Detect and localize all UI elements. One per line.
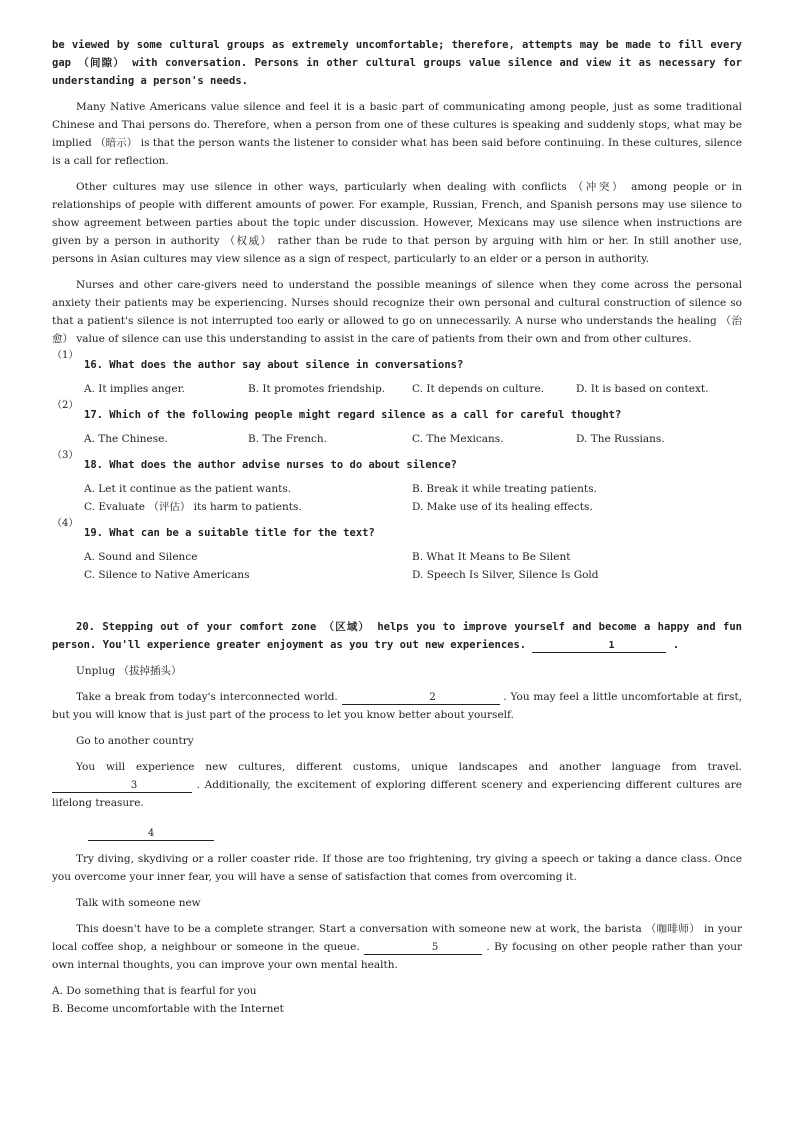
paragraph-native-americans: Many Native Americans value silence and feel it is a basic part of communicating among people, just as some traditional Chinese and Thai persons do. Therefore, when a person from one of these cultures is speaking and suddenly stops, what may be implied （暗示） is that the person wants the listener to consider what has been said before continuing. In these cultures, silence is a call for reflection.: [52, 101, 742, 167]
option-b[interactable]: B. What It Means to Be Silent: [412, 551, 571, 563]
paragraph-other-cultures: Other cultures may use silence in other ways, particularly when dealing with conflicts （冲突） among people or in relationships of people with different amounts of power. For example, Russian, French, and Spanish persons may use silence to show agreement between parties about the topic under discussion. However, Mexicans may use silence when instructions are given by a person in authority （权威） rather than be rude to that person by arguing with him or her. In still another use, persons in Asian cultures may view silence as a sign of respect, particularly to an elder or a person in authority.: [52, 181, 742, 265]
blank-3[interactable]: 3: [52, 780, 192, 793]
option-b[interactable]: B. It promotes friendship.: [248, 383, 386, 395]
option-c[interactable]: C. It depends on culture.: [412, 383, 545, 395]
blank-5[interactable]: 5: [364, 942, 482, 955]
question-number: （3）: [52, 450, 79, 461]
paragraph-nurses: Nurses and other care-givers need to understand the possible meanings of silence when they come across the personal anxiety their patients may be experiencing. Nurses should recognize their own personal and cultural construction of silence so that a patient's silence is not interrupted too early or allowed to go on unnecessarily. A nurse who understands the healing （治愈） value of silence can use this understanding to assist in the care of patients from their own and from other cultures.: [52, 279, 742, 345]
answer-options: [52, 430, 742, 448]
heading-blank-4: [52, 824, 742, 842]
option-a[interactable]: A. The Chinese.: [84, 433, 168, 445]
question-19: [52, 518, 742, 584]
question-stem: 16. What does the author say about silence in conversations?: [84, 359, 464, 371]
blank-4[interactable]: 4: [88, 828, 214, 841]
paragraph-country: [52, 758, 742, 812]
blank-1[interactable]: 1: [532, 640, 666, 653]
answer-options: [52, 380, 742, 398]
paragraph-unplug: [52, 688, 742, 724]
option-a[interactable]: A. It implies anger.: [84, 383, 185, 395]
option-c[interactable]: C. Silence to Native Americans: [84, 569, 250, 581]
paragraph-text: You will experience new cultures, different customs, unique landscapes and another language from travel.: [76, 761, 742, 773]
document-page: [52, 36, 742, 1018]
option-b[interactable]: B. The French.: [248, 433, 327, 445]
answer-options: [52, 548, 742, 584]
option-d[interactable]: D. Speech Is Silver, Silence Is Gold: [412, 569, 599, 581]
option-b[interactable]: B. Break it while treating patients.: [412, 483, 597, 495]
question-number: （4）: [52, 518, 79, 529]
intro-end: .: [672, 639, 680, 651]
paragraph-text: . By focusing on other people rather than your own internal thoughts, you can improve your own mental health.: [52, 941, 742, 971]
heading-unplug: Unplug （拔掉插头）: [76, 665, 182, 677]
paragraph-text: . You may feel a little uncomfortable at first, but you will know that is just part of the process to let you know better about yourself.: [52, 691, 742, 721]
paragraph-text: Take a break from today's interconnected world.: [76, 691, 338, 703]
question-stem: 18. What does the author advise nurses to do about silence?: [84, 459, 457, 471]
option-a[interactable]: A. Let it continue as the patient wants.: [84, 483, 292, 495]
option-d[interactable]: D. The Russians.: [576, 433, 665, 445]
intro-text: 20. Stepping out of your comfort zone （区域） helps you to improve yourself and become a happy and fun person. You'll experience greater enjoyment as you try out new experiences.: [52, 621, 742, 651]
paragraph-text: This doesn't have to be a complete stranger. Start a conversation with someone new at work, the barista （咖啡师） in your local coffee shop, a neighbour or someone in the queue.: [52, 923, 742, 953]
option-a[interactable]: A. Sound and Silence: [84, 551, 198, 563]
option-c[interactable]: C. The Mexicans.: [412, 433, 504, 445]
option-b-line[interactable]: B. Become uncomfortable with the Internet: [52, 1003, 284, 1015]
question-16: [52, 350, 742, 398]
heading-country: Go to another country: [76, 735, 194, 747]
question-number: （2）: [52, 400, 79, 411]
question-18: [52, 450, 742, 516]
option-a-line[interactable]: A. Do something that is fearful for you: [52, 985, 257, 997]
question-20-intro: [52, 618, 742, 654]
paragraph-text: . Additionally, the excitement of exploring different scenery and experiencing different cultures are lifelong treasure.: [52, 779, 742, 809]
question-17: [52, 400, 742, 448]
option-c[interactable]: C. Evaluate （评估） its harm to patients.: [84, 501, 302, 513]
question-stem: 19. What can be a suitable title for the text?: [84, 527, 375, 539]
option-d[interactable]: D. It is based on context.: [576, 383, 709, 395]
passage-continuation: be viewed by some cultural groups as extremely uncomfortable; therefore, attempts may be made to fill every gap （间隙） with conversation. Persons in other cultural groups value silence and view it as necessary for understanding a person's needs.: [52, 39, 742, 87]
blank-2[interactable]: 2: [342, 692, 500, 705]
question-stem: 17. Which of the following people might regard silence as a call for careful thought?: [84, 409, 622, 421]
heading-talk: Talk with someone new: [76, 897, 201, 909]
question-number: （1）: [52, 350, 79, 361]
answer-options: [52, 480, 742, 516]
paragraph-talk: [52, 920, 742, 974]
option-d[interactable]: D. Make use of its healing effects.: [412, 501, 593, 513]
paragraph-diving: Try diving, skydiving or a roller coaster ride. If those are too frightening, try giving a speech or taking a dance class. Once you overcome your inner fear, you will have a sense of satisfaction that comes from overcoming it.: [52, 853, 742, 883]
section-gap: [52, 584, 742, 618]
